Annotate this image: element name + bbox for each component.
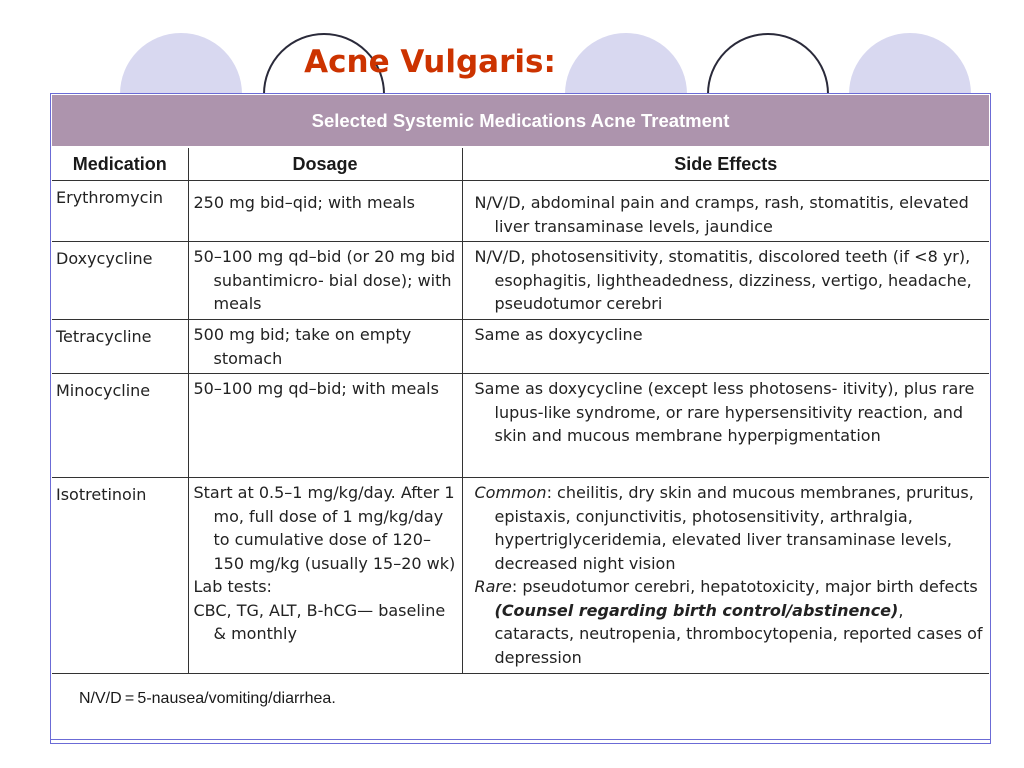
dosage-text: Start at 0.5–1 mg/kg/day. After 1 mo, full dose of 1 mg/kg/day to cumulative dose of 120–150 mg/kg (usually 15–20 wk) <box>193 483 456 573</box>
dosage-cell: 250 mg bid–qid; with meals <box>188 181 462 242</box>
common-label: Common <box>474 483 547 502</box>
medication-cell: Tetracycline <box>52 320 188 374</box>
table-row <box>52 242 989 320</box>
table-header-row <box>52 148 989 181</box>
table-caption: Selected Systemic Medications Acne Treatment <box>52 95 989 146</box>
side-effects-cell <box>462 478 989 674</box>
common-side-effects <box>475 481 985 575</box>
footnote: N/V/D = 5-nausea/vomiting/diarrhea. <box>79 690 336 707</box>
table-row <box>52 320 989 374</box>
rare-text-b: , cataracts, neutropenia, thrombocytopenia, reported cases of depression <box>494 600 983 667</box>
rare-label: Rare <box>474 577 512 596</box>
medication-table-panel <box>50 93 991 744</box>
medication-cell: Minocycline <box>52 374 188 478</box>
dosage-cell <box>188 478 462 674</box>
dosage-cell: 500 mg bid; take on empty stomach <box>188 320 462 374</box>
table-row <box>52 478 989 674</box>
medication-table <box>52 148 989 674</box>
medication-cell: Erythromycin <box>52 181 188 242</box>
side-effects-cell: N/V/D, photosensitivity, stomatitis, discolored teeth (if <8 yr), esophagitis, lightheadedness, dizziness, vertigo, headache, pseudotumor cerebri <box>462 242 989 320</box>
slide-title: Acne Vulgaris: <box>304 44 556 80</box>
medication-cell: Isotretinoin <box>52 478 188 674</box>
side-effects-cell: Same as doxycycline (except less photosens- itivity), plus rare lupus-like syndrome, or rare hypersensitivity reaction, and skin and mucous membrane hyperpigmentation <box>462 374 989 478</box>
rare-side-effects <box>475 575 985 669</box>
column-header-dosage: Dosage <box>188 148 462 181</box>
medication-cell: Doxycycline <box>52 242 188 320</box>
dosage-cell: 50–100 mg qd–bid (or 20 mg bid subantimicro- bial dose); with meals <box>188 242 462 320</box>
column-header-medication: Medication <box>52 148 188 181</box>
bottom-rule <box>51 739 990 740</box>
common-text: : cheilitis, dry skin and mucous membranes, pruritus, epistaxis, conjunctivitis, photosensitivity, arthralgia, hypertriglyceridemia, elevated liver transaminase levels, decreased night vision <box>494 483 974 573</box>
lab-tests-text: CBC, TG, ALT, B-hCG— baseline & monthly <box>193 600 446 643</box>
side-effects-cell: Same as doxycycline <box>462 320 989 374</box>
counsel-warning: (Counsel regarding birth control/abstinence) <box>494 600 899 620</box>
dosage-cell: 50–100 mg qd–bid; with meals <box>188 374 462 478</box>
column-header-side-effects: Side Effects <box>462 148 989 181</box>
lab-tests-label: Lab tests: <box>193 577 272 596</box>
table-row <box>52 374 989 478</box>
rare-text-a: : pseudotumor cerebri, hepatotoxicity, major birth defects <box>511 577 978 596</box>
table-row <box>52 181 989 242</box>
side-effects-cell: N/V/D, abdominal pain and cramps, rash, stomatitis, elevated liver transaminase levels, jaundice <box>462 181 989 242</box>
